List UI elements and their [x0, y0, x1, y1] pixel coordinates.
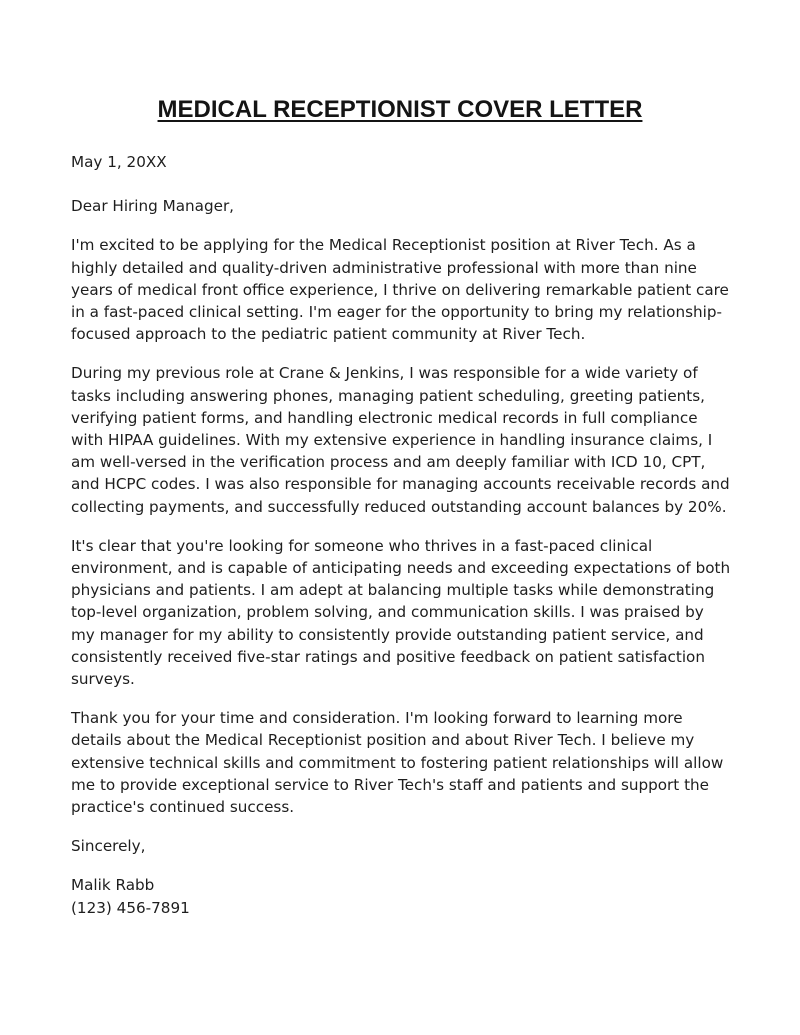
letter-title: MEDICAL RECEPTIONIST COVER LETTER — [157, 96, 643, 123]
letter-paragraph-thanks: Thank you for your time and consideration. I'm looking forward to learning more details about the Medical Receptionist position and about River Tech. I believe my extensive technical skills and commitment to fostering patient relationships will allow me to provide exceptional service to River Tech's staff and patients and support the practice's continued success. — [71, 709, 724, 817]
letter-closing: Sincerely, — [71, 837, 146, 856]
letter-paragraph-fit: It's clear that you're looking for someone who thrives in a fast-paced clinical environment, and is capable of anticipating needs and exceeding expectations of both physicians and patients. I am adept at balancing multiple tasks while demonstrating top-level organization, problem solving, and communication skills. I was praised by my manager for my ability to consistently provide outstanding patient service, and consistently received five-star ratings and positive feedback on patient satisfaction surveys. — [71, 536, 731, 689]
letter-date: May 1, 20XX — [71, 153, 167, 171]
letter-body — [71, 151, 731, 919]
letter-paragraph-experience: During my previous role at Crane & Jenkins, I was responsible for a wide variety of tasks including answering phones, managing patient scheduling, greeting patients, verifying patient forms, and handling electronic medical records in full compliance with HIPAA guidelines. With my extensive experience in handling insurance claims, I am well-versed in the verification process and am deeply familiar with ICD 10, CPT, and HCPC codes. I was also responsible for managing accounts receivable records and collecting payments, and successfully reduced outstanding account balances by 20%. — [71, 364, 730, 516]
letter-paragraph-intro: I'm excited to be applying for the Medical Receptionist position at River Tech. As a highly detailed and quality-driven administrative professional with more than nine years of medical front office experience, I thrive on delivering remarkable patient care in a fast-paced clinical setting. I'm eager for the opportunity to bring my relationship-focused approach to the pediatric patient community at River Tech. — [71, 236, 729, 344]
signature-name: Malik Rabb — [71, 876, 155, 895]
letter-salutation: Dear Hiring Manager, — [71, 197, 235, 216]
signature-phone: (123) 456-7891 — [71, 898, 190, 917]
